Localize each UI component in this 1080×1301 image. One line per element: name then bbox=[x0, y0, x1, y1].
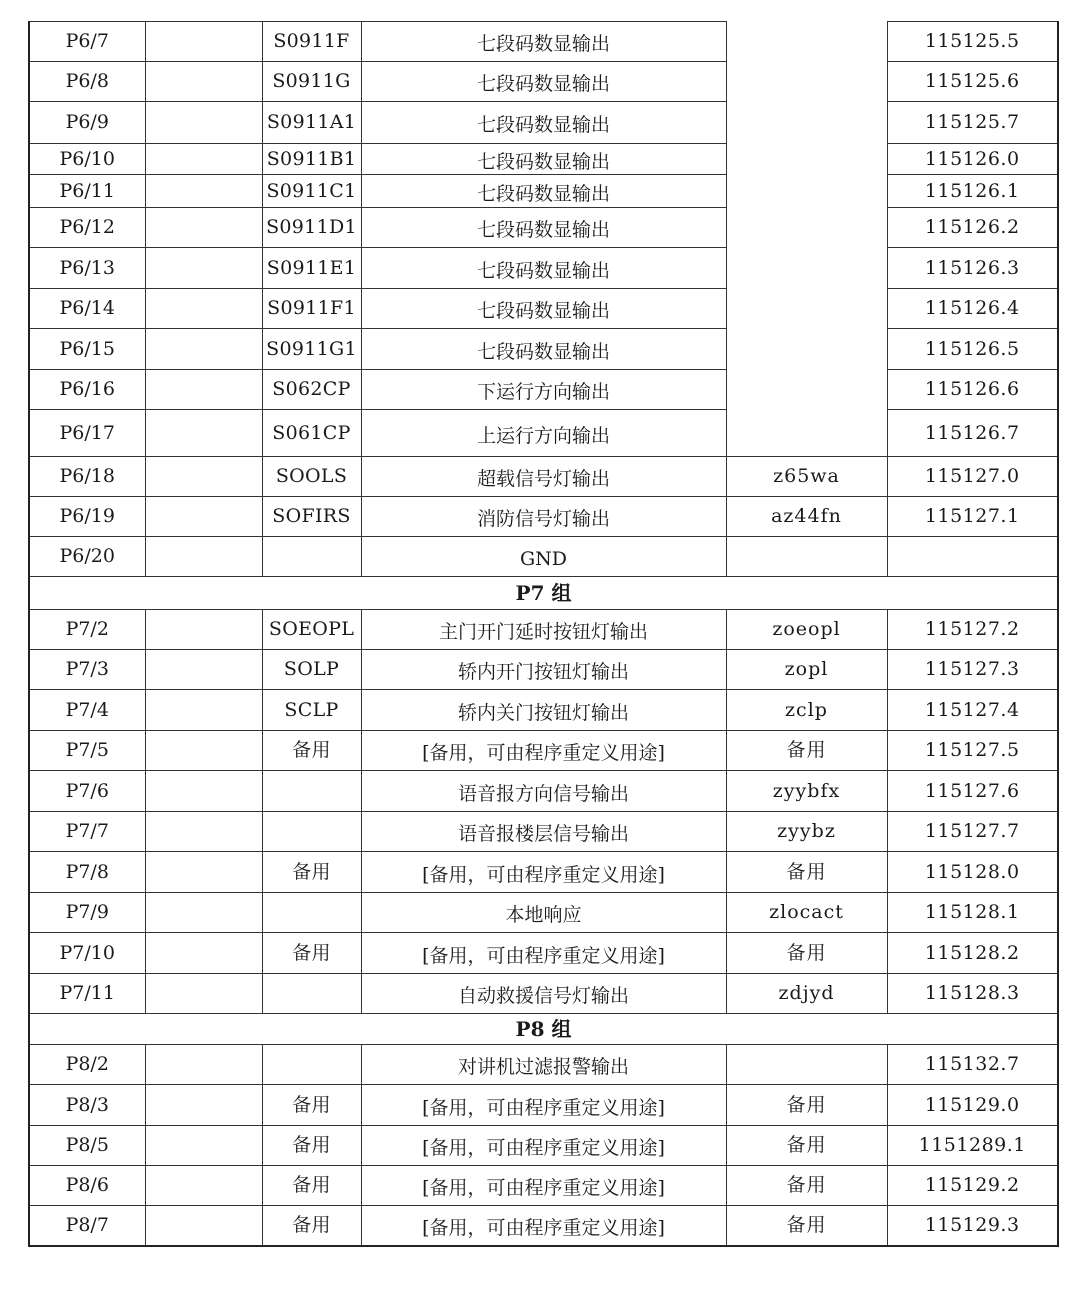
note-cell bbox=[145, 537, 262, 577]
variable-cell: 备用 bbox=[726, 1126, 887, 1166]
description-text: 语音报方向信号输出 bbox=[457, 782, 629, 805]
address-cell: 115127.6 bbox=[887, 771, 1058, 812]
variable-cell: 备用 bbox=[726, 731, 887, 771]
pin-cell: P8/3 bbox=[29, 1085, 145, 1126]
description-cell bbox=[361, 1166, 726, 1206]
note-cell bbox=[145, 650, 262, 690]
description-cell bbox=[361, 731, 726, 771]
variable-cell: zyybfx bbox=[726, 771, 887, 812]
note-cell bbox=[145, 1126, 262, 1166]
pin-cell: P6/12 bbox=[29, 208, 145, 248]
address-cell: 115127.1 bbox=[887, 497, 1058, 537]
table-row bbox=[29, 457, 1058, 497]
description-text: 语音报楼层信号输出 bbox=[457, 823, 629, 845]
pin-cell: P6/7 bbox=[29, 22, 145, 62]
variable-cell bbox=[726, 248, 887, 289]
description-cell bbox=[361, 650, 726, 690]
pin-cell: P7/10 bbox=[29, 933, 145, 974]
description-text: [备用，可由程序重定义用途] bbox=[422, 742, 665, 764]
variable-cell bbox=[726, 329, 887, 370]
pin-cell: P7/9 bbox=[29, 893, 145, 933]
address-cell: 115126.4 bbox=[887, 289, 1058, 329]
description-cell bbox=[361, 974, 726, 1014]
description-text: 下运行方向输出 bbox=[476, 381, 610, 403]
group-title-text: P7 组 bbox=[515, 581, 572, 605]
table-row bbox=[29, 410, 1058, 457]
note-cell bbox=[145, 175, 262, 208]
table-row bbox=[29, 933, 1058, 974]
table-row bbox=[29, 102, 1058, 144]
pin-cell: P7/5 bbox=[29, 731, 145, 771]
table-row bbox=[29, 893, 1058, 933]
group-header-row bbox=[29, 577, 1058, 610]
description-text: 主门开门延时按钮灯输出 bbox=[438, 621, 648, 643]
pin-cell: P6/15 bbox=[29, 329, 145, 370]
description-text: 七段码数显输出 bbox=[476, 219, 610, 241]
address-cell: 115126.2 bbox=[887, 208, 1058, 248]
variable-cell bbox=[726, 22, 887, 62]
description-text: 轿内开门按钮灯输出 bbox=[457, 661, 629, 683]
table-row bbox=[29, 497, 1058, 537]
pin-cell: P6/18 bbox=[29, 457, 145, 497]
pin-cell: P7/3 bbox=[29, 650, 145, 690]
signal-cell bbox=[262, 812, 361, 852]
description-cell bbox=[361, 933, 726, 974]
signal-cell: S0911D1 bbox=[262, 208, 361, 248]
signal-cell: SOLP bbox=[262, 650, 361, 690]
pin-cell: P7/6 bbox=[29, 771, 145, 812]
description-text: GND bbox=[519, 548, 568, 570]
description-text: 上运行方向输出 bbox=[476, 424, 610, 447]
pin-cell: P8/6 bbox=[29, 1166, 145, 1206]
description-cell bbox=[361, 102, 726, 144]
description-cell bbox=[361, 248, 726, 289]
description-cell bbox=[361, 175, 726, 208]
variable-cell bbox=[726, 175, 887, 208]
description-text: 七段码数显输出 bbox=[476, 73, 610, 95]
signal-cell: S0911G1 bbox=[262, 329, 361, 370]
note-cell bbox=[145, 893, 262, 933]
note-cell bbox=[145, 610, 262, 650]
note-cell bbox=[145, 1166, 262, 1206]
variable-cell: z65wa bbox=[726, 457, 887, 497]
pin-cell: P6/17 bbox=[29, 410, 145, 457]
note-cell bbox=[145, 410, 262, 457]
variable-cell: zoeopl bbox=[726, 610, 887, 650]
signal-cell: S0911G bbox=[262, 62, 361, 102]
note-cell bbox=[145, 289, 262, 329]
variable-cell bbox=[726, 102, 887, 144]
group-header-row bbox=[29, 1014, 1058, 1045]
note-cell bbox=[145, 974, 262, 1014]
pin-cell: P6/19 bbox=[29, 497, 145, 537]
signal-cell: 备用 bbox=[262, 1126, 361, 1166]
signal-cell: S0911A1 bbox=[262, 102, 361, 144]
note-cell bbox=[145, 1045, 262, 1085]
description-cell bbox=[361, 690, 726, 731]
pin-cell: P6/8 bbox=[29, 62, 145, 102]
address-cell: 115127.2 bbox=[887, 610, 1058, 650]
address-cell: 115127.0 bbox=[887, 457, 1058, 497]
table-row bbox=[29, 771, 1058, 812]
pin-cell: P6/20 bbox=[29, 537, 145, 577]
variable-cell: zyybz bbox=[726, 812, 887, 852]
description-text: 七段码数显输出 bbox=[476, 114, 610, 136]
pin-cell: P7/11 bbox=[29, 974, 145, 1014]
pin-cell: P6/11 bbox=[29, 175, 145, 208]
group-title bbox=[29, 577, 1058, 610]
description-text: 对讲机过滤报警输出 bbox=[457, 1056, 629, 1078]
variable-cell: az44fn bbox=[726, 497, 887, 537]
pin-cell: P7/7 bbox=[29, 812, 145, 852]
address-cell: 115128.1 bbox=[887, 893, 1058, 933]
address-cell: 115127.5 bbox=[887, 731, 1058, 771]
note-cell bbox=[145, 1206, 262, 1246]
description-cell bbox=[361, 329, 726, 370]
variable-cell: 备用 bbox=[726, 852, 887, 893]
signal-cell: SCLP bbox=[262, 690, 361, 731]
io-mapping-document bbox=[28, 21, 1057, 1247]
table-row bbox=[29, 1085, 1058, 1126]
pin-cell: P7/4 bbox=[29, 690, 145, 731]
address-cell: 115129.0 bbox=[887, 1085, 1058, 1126]
table-row bbox=[29, 610, 1058, 650]
signal-cell: S0911F1 bbox=[262, 289, 361, 329]
address-cell: 115127.4 bbox=[887, 690, 1058, 731]
note-cell bbox=[145, 497, 262, 537]
description-text: 本地响应 bbox=[505, 904, 582, 926]
note-cell bbox=[145, 144, 262, 175]
variable-cell bbox=[726, 370, 887, 410]
pin-cell: P6/9 bbox=[29, 102, 145, 144]
description-text: 自动救援信号灯输出 bbox=[457, 985, 629, 1007]
signal-cell: 备用 bbox=[262, 1085, 361, 1126]
signal-cell: 备用 bbox=[262, 933, 361, 974]
note-cell bbox=[145, 690, 262, 731]
description-text: 轿内关门按钮灯输出 bbox=[457, 701, 629, 724]
variable-cell bbox=[726, 144, 887, 175]
note-cell bbox=[145, 208, 262, 248]
variable-cell: zclp bbox=[726, 690, 887, 731]
table-row bbox=[29, 62, 1058, 102]
io-mapping-table bbox=[28, 21, 1059, 1247]
table-row bbox=[29, 175, 1058, 208]
note-cell bbox=[145, 771, 262, 812]
description-cell bbox=[361, 497, 726, 537]
signal-cell bbox=[262, 771, 361, 812]
group-title bbox=[29, 1014, 1058, 1045]
pin-cell: P7/2 bbox=[29, 610, 145, 650]
description-cell bbox=[361, 610, 726, 650]
address-cell: 115128.0 bbox=[887, 852, 1058, 893]
table-row bbox=[29, 248, 1058, 289]
note-cell bbox=[145, 731, 262, 771]
description-cell bbox=[361, 208, 726, 248]
note-cell bbox=[145, 370, 262, 410]
table-row bbox=[29, 974, 1058, 1014]
variable-cell bbox=[726, 62, 887, 102]
description-cell bbox=[361, 771, 726, 812]
description-text: [备用，可由程序重定义用途] bbox=[422, 1177, 665, 1199]
variable-cell: zlocact bbox=[726, 893, 887, 933]
signal-cell: 备用 bbox=[262, 852, 361, 893]
address-cell: 115125.6 bbox=[887, 62, 1058, 102]
note-cell bbox=[145, 22, 262, 62]
variable-cell bbox=[726, 289, 887, 329]
description-cell bbox=[361, 852, 726, 893]
signal-cell: 备用 bbox=[262, 731, 361, 771]
description-cell bbox=[361, 370, 726, 410]
address-cell: 115127.3 bbox=[887, 650, 1058, 690]
description-cell bbox=[361, 1045, 726, 1085]
signal-cell bbox=[262, 974, 361, 1014]
signal-cell: S062CP bbox=[262, 370, 361, 410]
variable-cell: 备用 bbox=[726, 933, 887, 974]
address-cell: 115129.3 bbox=[887, 1206, 1058, 1246]
table-row bbox=[29, 852, 1058, 893]
pin-cell: P6/16 bbox=[29, 370, 145, 410]
address-cell: 115126.7 bbox=[887, 410, 1058, 457]
pin-cell: P7/8 bbox=[29, 852, 145, 893]
table-row bbox=[29, 1126, 1058, 1166]
signal-cell: 备用 bbox=[262, 1206, 361, 1246]
description-cell bbox=[361, 812, 726, 852]
signal-cell: S0911F bbox=[262, 22, 361, 62]
signal-cell: 备用 bbox=[262, 1166, 361, 1206]
note-cell bbox=[145, 329, 262, 370]
group-title-text: P8 组 bbox=[515, 1017, 572, 1041]
description-text: 七段码数显输出 bbox=[476, 300, 610, 322]
note-cell bbox=[145, 1085, 262, 1126]
variable-cell: 备用 bbox=[726, 1206, 887, 1246]
signal-cell: S0911C1 bbox=[262, 175, 361, 208]
address-cell: 115129.2 bbox=[887, 1166, 1058, 1206]
description-text: 消防信号灯输出 bbox=[476, 508, 610, 530]
signal-cell: SOOLS bbox=[262, 457, 361, 497]
variable-cell bbox=[726, 537, 887, 577]
note-cell bbox=[145, 852, 262, 893]
table-row bbox=[29, 812, 1058, 852]
description-cell bbox=[361, 537, 726, 577]
table-row bbox=[29, 329, 1058, 370]
description-text: [备用，可由程序重定义用途] bbox=[422, 944, 665, 967]
description-text: 七段码数显输出 bbox=[476, 259, 610, 282]
note-cell bbox=[145, 812, 262, 852]
description-cell bbox=[361, 893, 726, 933]
address-cell: 115126.1 bbox=[887, 175, 1058, 208]
description-text: [备用，可由程序重定义用途] bbox=[422, 1096, 665, 1119]
table-row bbox=[29, 731, 1058, 771]
variable-cell bbox=[726, 410, 887, 457]
table-row bbox=[29, 650, 1058, 690]
signal-cell bbox=[262, 537, 361, 577]
description-text: 七段码数显输出 bbox=[476, 33, 610, 55]
signal-cell bbox=[262, 893, 361, 933]
description-text: [备用，可由程序重定义用途] bbox=[422, 1216, 665, 1239]
variable-cell: zopl bbox=[726, 650, 887, 690]
description-cell bbox=[361, 457, 726, 497]
description-cell bbox=[361, 1085, 726, 1126]
table-row bbox=[29, 208, 1058, 248]
signal-cell bbox=[262, 1045, 361, 1085]
table-row bbox=[29, 144, 1058, 175]
pin-cell: P8/5 bbox=[29, 1126, 145, 1166]
pin-cell: P6/10 bbox=[29, 144, 145, 175]
address-cell: 115132.7 bbox=[887, 1045, 1058, 1085]
pin-cell: P6/14 bbox=[29, 289, 145, 329]
description-text: 七段码数显输出 bbox=[476, 340, 610, 363]
table-row bbox=[29, 370, 1058, 410]
description-cell bbox=[361, 144, 726, 175]
description-cell bbox=[361, 22, 726, 62]
table-row bbox=[29, 537, 1058, 577]
note-cell bbox=[145, 457, 262, 497]
address-cell: 115126.3 bbox=[887, 248, 1058, 289]
table-row bbox=[29, 690, 1058, 731]
variable-cell: 备用 bbox=[726, 1085, 887, 1126]
description-text: 七段码数显输出 bbox=[476, 150, 610, 173]
address-cell: 115126.5 bbox=[887, 329, 1058, 370]
variable-cell bbox=[726, 1045, 887, 1085]
variable-cell: 备用 bbox=[726, 1166, 887, 1206]
note-cell bbox=[145, 933, 262, 974]
address-cell: 115128.3 bbox=[887, 974, 1058, 1014]
description-text: [备用，可由程序重定义用途] bbox=[422, 863, 665, 886]
pin-cell: P8/7 bbox=[29, 1206, 145, 1246]
address-cell: 115126.0 bbox=[887, 144, 1058, 175]
description-cell bbox=[361, 1126, 726, 1166]
table-row bbox=[29, 1045, 1058, 1085]
signal-cell: S0911E1 bbox=[262, 248, 361, 289]
description-text: 超载信号灯输出 bbox=[476, 468, 610, 490]
note-cell bbox=[145, 248, 262, 289]
address-cell: 115125.7 bbox=[887, 102, 1058, 144]
signal-cell: S061CP bbox=[262, 410, 361, 457]
table-row bbox=[29, 1206, 1058, 1246]
pin-cell: P6/13 bbox=[29, 248, 145, 289]
description-cell bbox=[361, 289, 726, 329]
description-cell bbox=[361, 62, 726, 102]
table-row bbox=[29, 289, 1058, 329]
address-cell: 115128.2 bbox=[887, 933, 1058, 974]
description-text: [备用，可由程序重定义用途] bbox=[422, 1137, 665, 1159]
address-cell: 115127.7 bbox=[887, 812, 1058, 852]
signal-cell: SOEOPL bbox=[262, 610, 361, 650]
pin-cell: P8/2 bbox=[29, 1045, 145, 1085]
address-cell: 1151289.1 bbox=[887, 1126, 1058, 1166]
table-row bbox=[29, 1166, 1058, 1206]
table-row bbox=[29, 22, 1058, 62]
signal-cell: SOFIRS bbox=[262, 497, 361, 537]
address-cell: 115126.6 bbox=[887, 370, 1058, 410]
variable-cell bbox=[726, 208, 887, 248]
note-cell bbox=[145, 102, 262, 144]
description-cell bbox=[361, 1206, 726, 1246]
description-cell bbox=[361, 410, 726, 457]
address-cell: 115125.5 bbox=[887, 22, 1058, 62]
io-mapping-table-body bbox=[29, 22, 1058, 1246]
address-cell bbox=[887, 537, 1058, 577]
note-cell bbox=[145, 62, 262, 102]
variable-cell: zdjyd bbox=[726, 974, 887, 1014]
signal-cell: S0911B1 bbox=[262, 144, 361, 175]
description-text: 七段码数显输出 bbox=[476, 182, 610, 205]
